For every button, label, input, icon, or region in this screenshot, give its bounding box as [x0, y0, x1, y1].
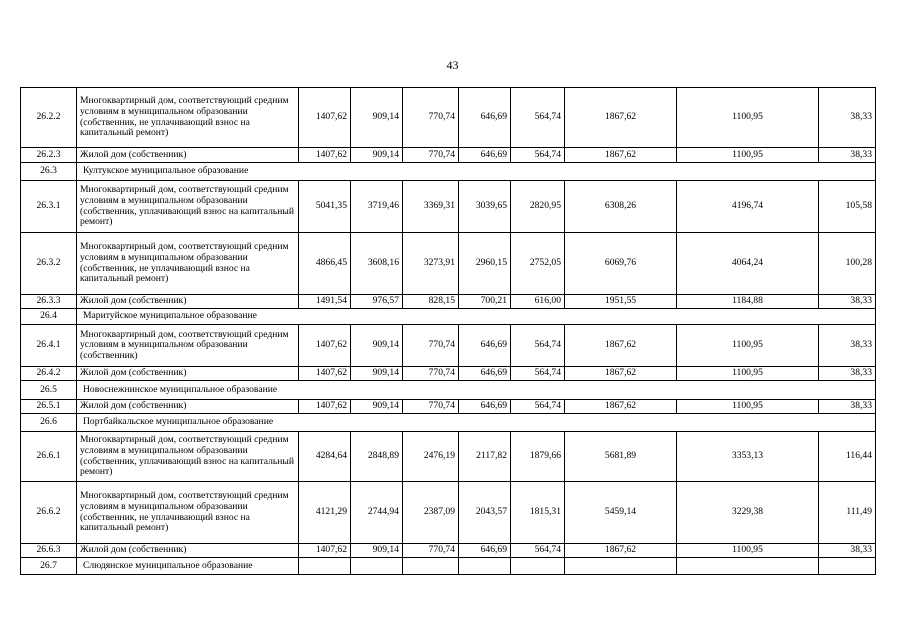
table-row: [21, 367, 876, 381]
value-cell-4: 646,69: [459, 367, 511, 381]
value-cell-4: 2117,82: [459, 432, 511, 482]
section-code-cell: 26.3: [21, 163, 77, 181]
value-cell-7: 1184,88: [677, 295, 819, 309]
value-cell-6: 1867,62: [565, 148, 677, 163]
row-description-cell: Многоквартирный дом, соответствующий средним условиям в муниципальном образовании (собственник, не уплачивающий взнос на капитальный ремонт): [77, 482, 299, 544]
value-cell-2: 909,14: [351, 400, 403, 414]
value-cell-1: 1407,62: [299, 544, 351, 558]
row-code-cell: 26.2.3: [21, 148, 77, 163]
row-description-cell: Многоквартирный дом, соответствующий средним условиям в муниципальном образовании (собственник, не уплачивающий взнос на капитальный ремонт): [77, 88, 299, 148]
table-row: [21, 181, 876, 233]
section-row: [21, 309, 876, 325]
value-cell-6: 1867,62: [565, 400, 677, 414]
table-row: [21, 432, 876, 482]
row-description-cell: Жилой дом (собственник): [77, 400, 299, 414]
value-cell-7: 1100,95: [677, 325, 819, 367]
value-cell-5: 564,74: [511, 148, 565, 163]
page-number: 43: [446, 58, 459, 72]
table-row: [21, 88, 876, 148]
value-cell-7: 1100,95: [677, 544, 819, 558]
row-description-cell: Многоквартирный дом, соответствующий средним условиям в муниципальном образовании (собственник, уплачивающий взнос на капитальный ремонт): [77, 432, 299, 482]
value-cell-3: 770,74: [403, 400, 459, 414]
value-cell-3: 770,74: [403, 88, 459, 148]
section-title-cell: Портбайкальское муниципальное образование: [77, 414, 876, 432]
value-cell-5: 2752,05: [511, 233, 565, 295]
value-cell-6: 1867,62: [565, 325, 677, 367]
value-cell-4: 646,69: [459, 400, 511, 414]
section-code-cell: 26.6: [21, 414, 77, 432]
value-cell-3: 770,74: [403, 148, 459, 163]
empty-cell-8: [819, 558, 876, 575]
empty-cell-7: [677, 558, 819, 575]
value-cell-1: 1407,62: [299, 88, 351, 148]
value-cell-5: 564,74: [511, 367, 565, 381]
value-cell-2: 909,14: [351, 367, 403, 381]
value-cell-5: 616,00: [511, 295, 565, 309]
row-description-cell: Жилой дом (собственник): [77, 367, 299, 381]
value-cell-7: 1100,95: [677, 88, 819, 148]
value-cell-2: 3608,16: [351, 233, 403, 295]
value-cell-7: 3229,38: [677, 482, 819, 544]
value-cell-4: 2043,57: [459, 482, 511, 544]
tariff-table: [20, 87, 876, 575]
section-title-cell: Маритуйское муниципальное образование: [77, 309, 876, 325]
value-cell-4: 3039,65: [459, 181, 511, 233]
value-cell-2: 976,57: [351, 295, 403, 309]
row-description-cell: Многоквартирный дом, соответствующий средним условиям в муниципальном образовании (собственник, не уплачивающий взнос на капитальный ремонт): [77, 233, 299, 295]
value-cell-5: 1815,31: [511, 482, 565, 544]
value-cell-8: 38,33: [819, 325, 876, 367]
value-cell-6: 1867,62: [565, 367, 677, 381]
value-cell-8: 38,33: [819, 295, 876, 309]
value-cell-3: 770,74: [403, 544, 459, 558]
row-code-cell: 26.4.2: [21, 367, 77, 381]
value-cell-1: 1407,62: [299, 367, 351, 381]
value-cell-1: 1407,62: [299, 148, 351, 163]
value-cell-4: 646,69: [459, 88, 511, 148]
value-cell-2: 3719,46: [351, 181, 403, 233]
value-cell-6: 1867,62: [565, 88, 677, 148]
value-cell-6: 6308,26: [565, 181, 677, 233]
empty-cell-6: [565, 558, 677, 575]
row-code-cell: 26.3.1: [21, 181, 77, 233]
value-cell-6: 1951,55: [565, 295, 677, 309]
value-cell-8: 111,49: [819, 482, 876, 544]
value-cell-6: 5459,14: [565, 482, 677, 544]
empty-cell-4: [459, 558, 511, 575]
value-cell-7: 3353,13: [677, 432, 819, 482]
row-code-cell: 26.4.1: [21, 325, 77, 367]
value-cell-4: 646,69: [459, 544, 511, 558]
value-cell-2: 909,14: [351, 148, 403, 163]
table-row: [21, 400, 876, 414]
empty-cell-1: [299, 558, 351, 575]
value-cell-8: 38,33: [819, 148, 876, 163]
section-row: [21, 558, 876, 575]
value-cell-5: 564,74: [511, 400, 565, 414]
value-cell-8: 116,44: [819, 432, 876, 482]
empty-cell-3: [403, 558, 459, 575]
value-cell-7: 1100,95: [677, 367, 819, 381]
value-cell-4: 646,69: [459, 325, 511, 367]
value-cell-1: 4866,45: [299, 233, 351, 295]
value-cell-5: 2820,95: [511, 181, 565, 233]
value-cell-7: 1100,95: [677, 148, 819, 163]
value-cell-1: 1407,62: [299, 325, 351, 367]
value-cell-8: 38,33: [819, 367, 876, 381]
value-cell-3: 2476,19: [403, 432, 459, 482]
value-cell-5: 564,74: [511, 88, 565, 148]
table-row: [21, 295, 876, 309]
section-code-cell: 26.5: [21, 381, 77, 400]
row-description-cell: Жилой дом (собственник): [77, 295, 299, 309]
value-cell-6: 1867,62: [565, 544, 677, 558]
row-code-cell: 26.6.3: [21, 544, 77, 558]
value-cell-8: 38,33: [819, 88, 876, 148]
table-row: [21, 148, 876, 163]
value-cell-6: 5681,89: [565, 432, 677, 482]
section-title-cell: Новоснежнинское муниципальное образование: [77, 381, 876, 400]
section-title-cell: Култукское муниципальное образование: [77, 163, 876, 181]
value-cell-3: 2387,09: [403, 482, 459, 544]
row-code-cell: 26.3.2: [21, 233, 77, 295]
value-cell-4: 2960,15: [459, 233, 511, 295]
row-code-cell: 26.3.3: [21, 295, 77, 309]
value-cell-2: 909,14: [351, 544, 403, 558]
value-cell-8: 100,28: [819, 233, 876, 295]
section-title-cell: Слюдянское муниципальное образование: [77, 558, 299, 575]
value-cell-7: 4064,24: [677, 233, 819, 295]
value-cell-3: 3369,31: [403, 181, 459, 233]
value-cell-2: 2744,94: [351, 482, 403, 544]
section-row: [21, 163, 876, 181]
value-cell-1: 4284,64: [299, 432, 351, 482]
value-cell-8: 38,33: [819, 400, 876, 414]
empty-cell-5: [511, 558, 565, 575]
value-cell-3: 828,15: [403, 295, 459, 309]
value-cell-1: 4121,29: [299, 482, 351, 544]
value-cell-7: 4196,74: [677, 181, 819, 233]
value-cell-4: 646,69: [459, 148, 511, 163]
value-cell-2: 909,14: [351, 88, 403, 148]
row-code-cell: 26.2.2: [21, 88, 77, 148]
value-cell-1: 5041,35: [299, 181, 351, 233]
value-cell-3: 770,74: [403, 325, 459, 367]
row-description-cell: Многоквартирный дом, соответствующий средним условиям в муниципальном образовании (собственник): [77, 325, 299, 367]
row-description-cell: Жилой дом (собственник): [77, 544, 299, 558]
value-cell-5: 1879,66: [511, 432, 565, 482]
section-code-cell: 26.7: [21, 558, 77, 575]
table-row: [21, 482, 876, 544]
value-cell-5: 564,74: [511, 325, 565, 367]
table-body: [21, 88, 876, 575]
table-row: [21, 544, 876, 558]
row-code-cell: 26.5.1: [21, 400, 77, 414]
table-row: [21, 233, 876, 295]
row-code-cell: 26.6.1: [21, 432, 77, 482]
row-description-cell: Многоквартирный дом, соответствующий средним условиям в муниципальном образовании (собственник, уплачивающий взнос на капитальный ремонт): [77, 181, 299, 233]
section-row: [21, 414, 876, 432]
row-code-cell: 26.6.2: [21, 482, 77, 544]
value-cell-4: 700,21: [459, 295, 511, 309]
value-cell-1: 1491,54: [299, 295, 351, 309]
value-cell-3: 770,74: [403, 367, 459, 381]
value-cell-5: 564,74: [511, 544, 565, 558]
value-cell-2: 2848,89: [351, 432, 403, 482]
row-description-cell: Жилой дом (собственник): [77, 148, 299, 163]
value-cell-3: 3273,91: [403, 233, 459, 295]
section-code-cell: 26.4: [21, 309, 77, 325]
value-cell-7: 1100,95: [677, 400, 819, 414]
value-cell-8: 105,58: [819, 181, 876, 233]
empty-cell-2: [351, 558, 403, 575]
value-cell-2: 909,14: [351, 325, 403, 367]
value-cell-6: 6069,76: [565, 233, 677, 295]
table-row: [21, 325, 876, 367]
value-cell-1: 1407,62: [299, 400, 351, 414]
section-row: [21, 381, 876, 400]
value-cell-8: 38,33: [819, 544, 876, 558]
